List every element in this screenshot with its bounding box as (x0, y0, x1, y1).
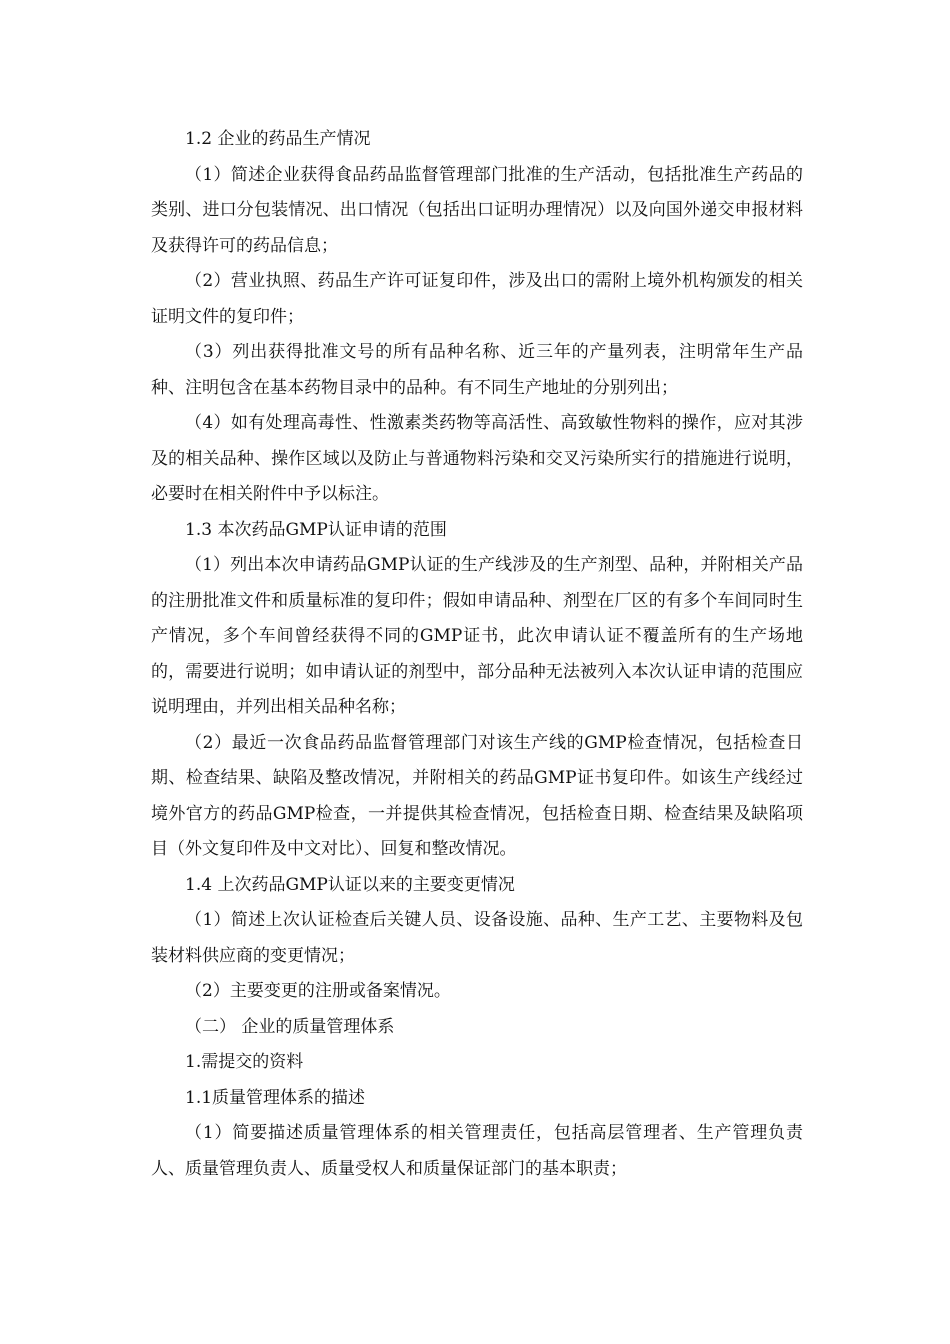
paragraph-1-4-item-1: （1）简述上次认证检查后关键人员、设备设施、品种、生产工艺、主要物料及包装材料供应商的变更情况； (151, 910, 803, 966)
paragraph-1-2-item-4: （4）如有处理高毒性、性激素类药物等高活性、高致敏性物料的操作，应对其涉及的相关品种、操作区域以及防止与普通物料污染和交叉污染所实行的措施进行说明，必要时在相关附件中予以标注。 (151, 413, 803, 504)
paragraph-1-2-item-2: （2）营业执照、药品生产许可证复印件，涉及出口的需附上境外机构颁发的相关证明文件的复印件； (151, 271, 803, 327)
chapter-heading-quality-system: （二） 企业的质量管理体系 (185, 1016, 395, 1037)
document-body (151, 122, 803, 1187)
section-heading-1-1: 1.1质量管理体系的描述 (185, 1087, 366, 1108)
section-heading-1-4: 1.4 上次药品GMP认证以来的主要变更情况 (185, 874, 515, 895)
section-heading-1-3: 1.3 本次药品GMP认证申请的范围 (185, 519, 447, 540)
paragraph-1-2-item-1: （1）简述企业获得食品药品监督管理部门批准的生产活动，包括批准生产药品的类别、进口分包装情况、出口情况（包括出口证明办理情况）以及向国外递交申报材料及获得许可的药品信息； (151, 164, 803, 256)
paragraph-1-3-item-1: （1）列出本次申请药品GMP认证的生产线涉及的生产剂型、品种，并附相关产品的注册批准文件和质量标准的复印件；假如申请品种、剂型在厂区的有多个车间同时生产情况，多个车间曾经获得不同的GMP证书，此次申请认证不覆盖所有的生产场地的，需要进行说明；如申请认证的剂型中，部分品种无法被列入本次认证申请的范围应说明理由，并列出相关品种名称； (151, 555, 803, 717)
paragraph-1-4-item-2: （2）主要变更的注册或备案情况。 (185, 981, 451, 1001)
paragraph-1-2-item-3: （3）列出获得批准文号的所有品种名称、近三年的产量列表，注明常年生产品种、注明包含在基本药物目录中的品种。有不同生产地址的分别列出； (151, 342, 803, 398)
section-heading-1: 1.需提交的资料 (185, 1052, 304, 1072)
section-heading-1-2: 1.2 企业的药品生产情况 (185, 129, 371, 149)
paragraph-1-3-item-2: （2）最近一次食品药品监督管理部门对该生产线的GMP检查情况，包括检查日期、检查结果、缺陷及整改情况，并附相关的药品GMP证书复印件。如该生产线经过境外官方的药品GMP检查，一并提供其检查情况，包括检查日期、检查结果及缺陷项目（外文复印件及中文对比）、回复和整改情况。 (151, 732, 803, 859)
paragraph-1-1-item-1: （1）简要描述质量管理体系的相关管理责任，包括高层管理者、生产管理负责人、质量管理负责人、质量受权人和质量保证部门的基本职责； (151, 1123, 803, 1179)
